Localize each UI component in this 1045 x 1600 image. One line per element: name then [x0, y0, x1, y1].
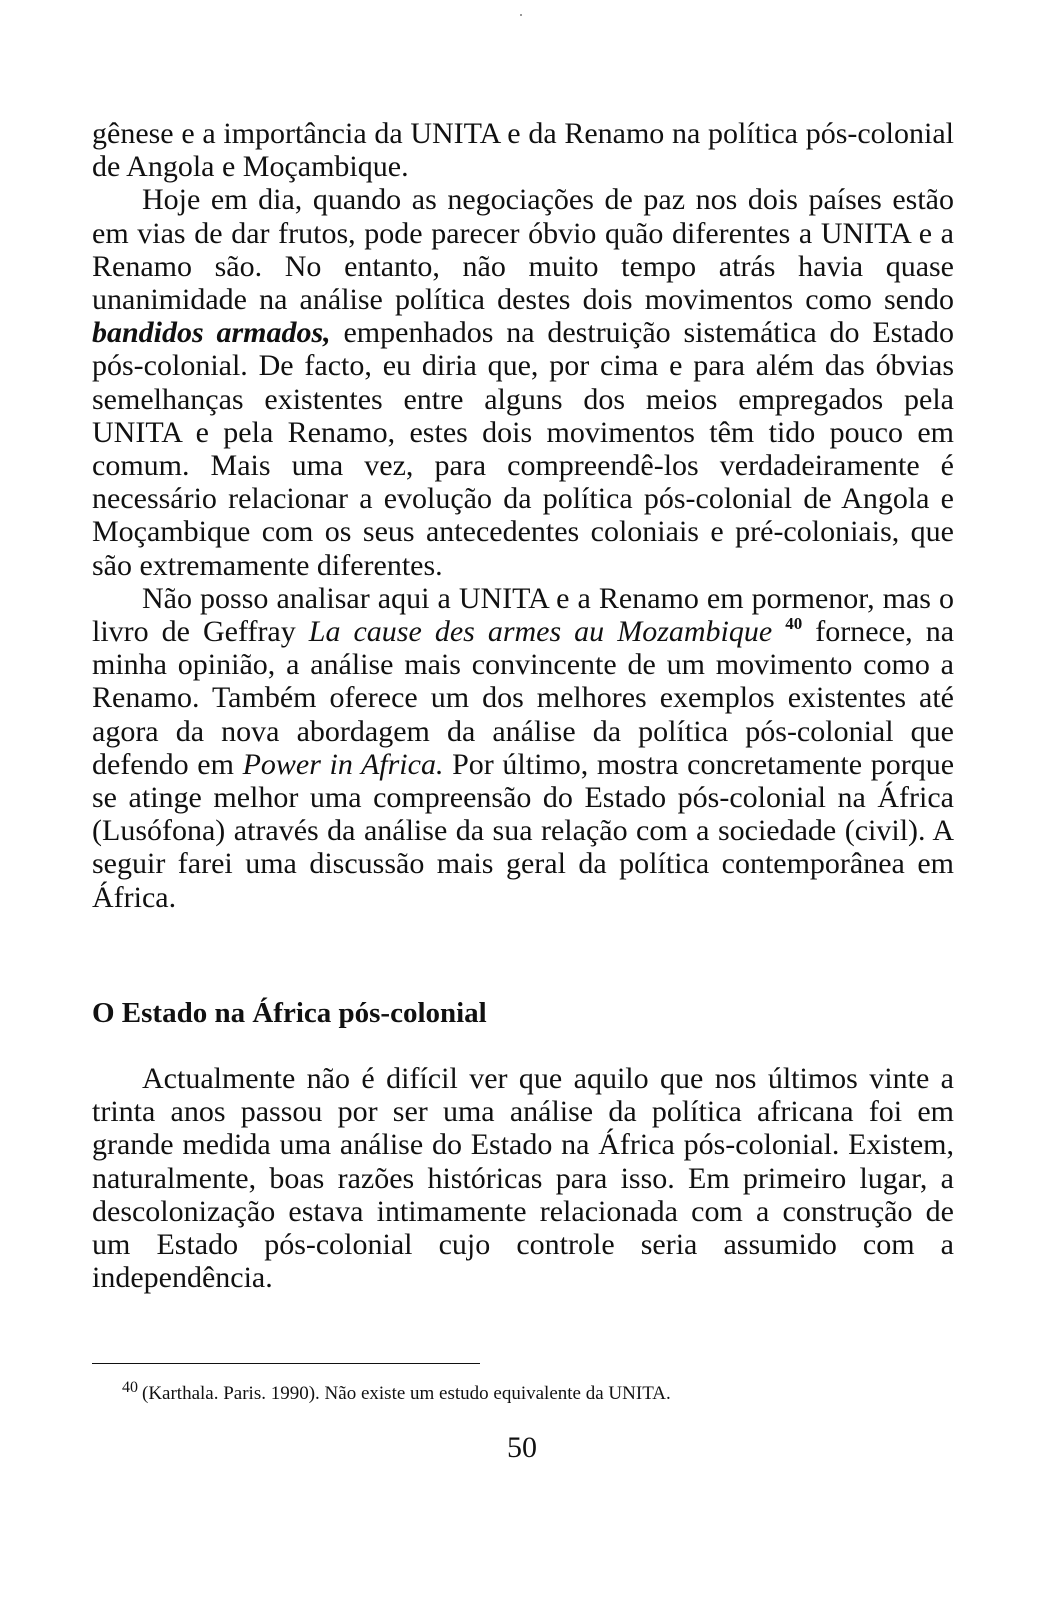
paragraph-text: Hoje em dia, quando as negociações de paz nos dois países estão em vias de dar frutos, pode parecer óbvio quão diferentes a UNITA e a Renamo são. No entanto, não muito tempo atrás havia quase unanimidade na análise política destes dois movimentos como sendo — [92, 183, 954, 317]
paragraph-text: Por último, mostra concretamente porque se atinge melhor uma compreensão do Estado pós-colonial na África (Lusófona) através da análise da sua relação com a sociedade (civil). A seguir farei uma discussão mais geral da política contemporânea em África. — [92, 747, 955, 914]
footnote-text: (Karthala. Paris. 1990). Não existe um estudo equivalente da UNITA. — [142, 1383, 671, 1404]
paragraph-text: Não posso analisar aqui a UNITA e a Renamo em pormenor, mas o livro de Geffray — [92, 581, 954, 649]
footnote — [122, 1376, 671, 1406]
body-text-section-1 — [92, 117, 954, 914]
paragraph-continued — [92, 117, 954, 183]
paragraph-text: Actualmente não é difícil ver que aquilo que nos últimos vinte a trinta anos passou por ser uma análise da política africana foi em grande medida uma análise do Estado na África pós-colonial. Existem, naturalmente, boas razões históricas para isso. Em primeiro lugar, a descolonização estava intimamente relacionada com a construção de um Estado pós-colonial cujo controle seria assumido com a independência. — [92, 1062, 954, 1295]
scan-speck — [520, 14, 522, 16]
paragraph — [92, 582, 954, 914]
footnote-divider — [92, 1363, 480, 1364]
paragraph-text: empenhados na destruição sistemática do Estado pós-colonial. De facto, eu diria que, por cima e para além das óbvias semelhanças existentes entre alguns dos meios empregados pela UNITA e pela Renamo, estes dois movimentos têm tido pouco em comum. Mais uma vez, para compreendê-los verdadeiramente é necessário relacionar a evolução da política pós-colonial de Angola e Moçambique com os seus antecedentes coloniais e pré-coloniais, que são extremamente diferentes. — [92, 316, 954, 582]
page-number: 50 — [507, 1431, 537, 1464]
paragraph — [92, 183, 954, 581]
footnote-reference: 40 — [785, 614, 803, 634]
section-heading: O Estado na África pós-colonial — [92, 997, 487, 1029]
paragraph — [92, 1062, 954, 1294]
book-title: Power in Africa. — [242, 747, 444, 781]
body-text-section-2 — [92, 1062, 954, 1294]
footnote-number: 40 — [122, 1379, 138, 1396]
emphasis-text: bandidos armados, — [92, 316, 331, 350]
paragraph-text: fornece, na minha opinião, a análise mais convincente de um movimento como a Renamo. Também oferece um dos melhores exemplos existentes até agora da nova abordagem da análise da política pós-colonial que defendo em — [92, 615, 955, 781]
book-title: La cause des armes au Mozambique — [308, 615, 773, 649]
paragraph-text: gênese e a importância da UNITA e da Renamo na política pós-colonial de Angola e Moçambique. — [92, 117, 954, 184]
